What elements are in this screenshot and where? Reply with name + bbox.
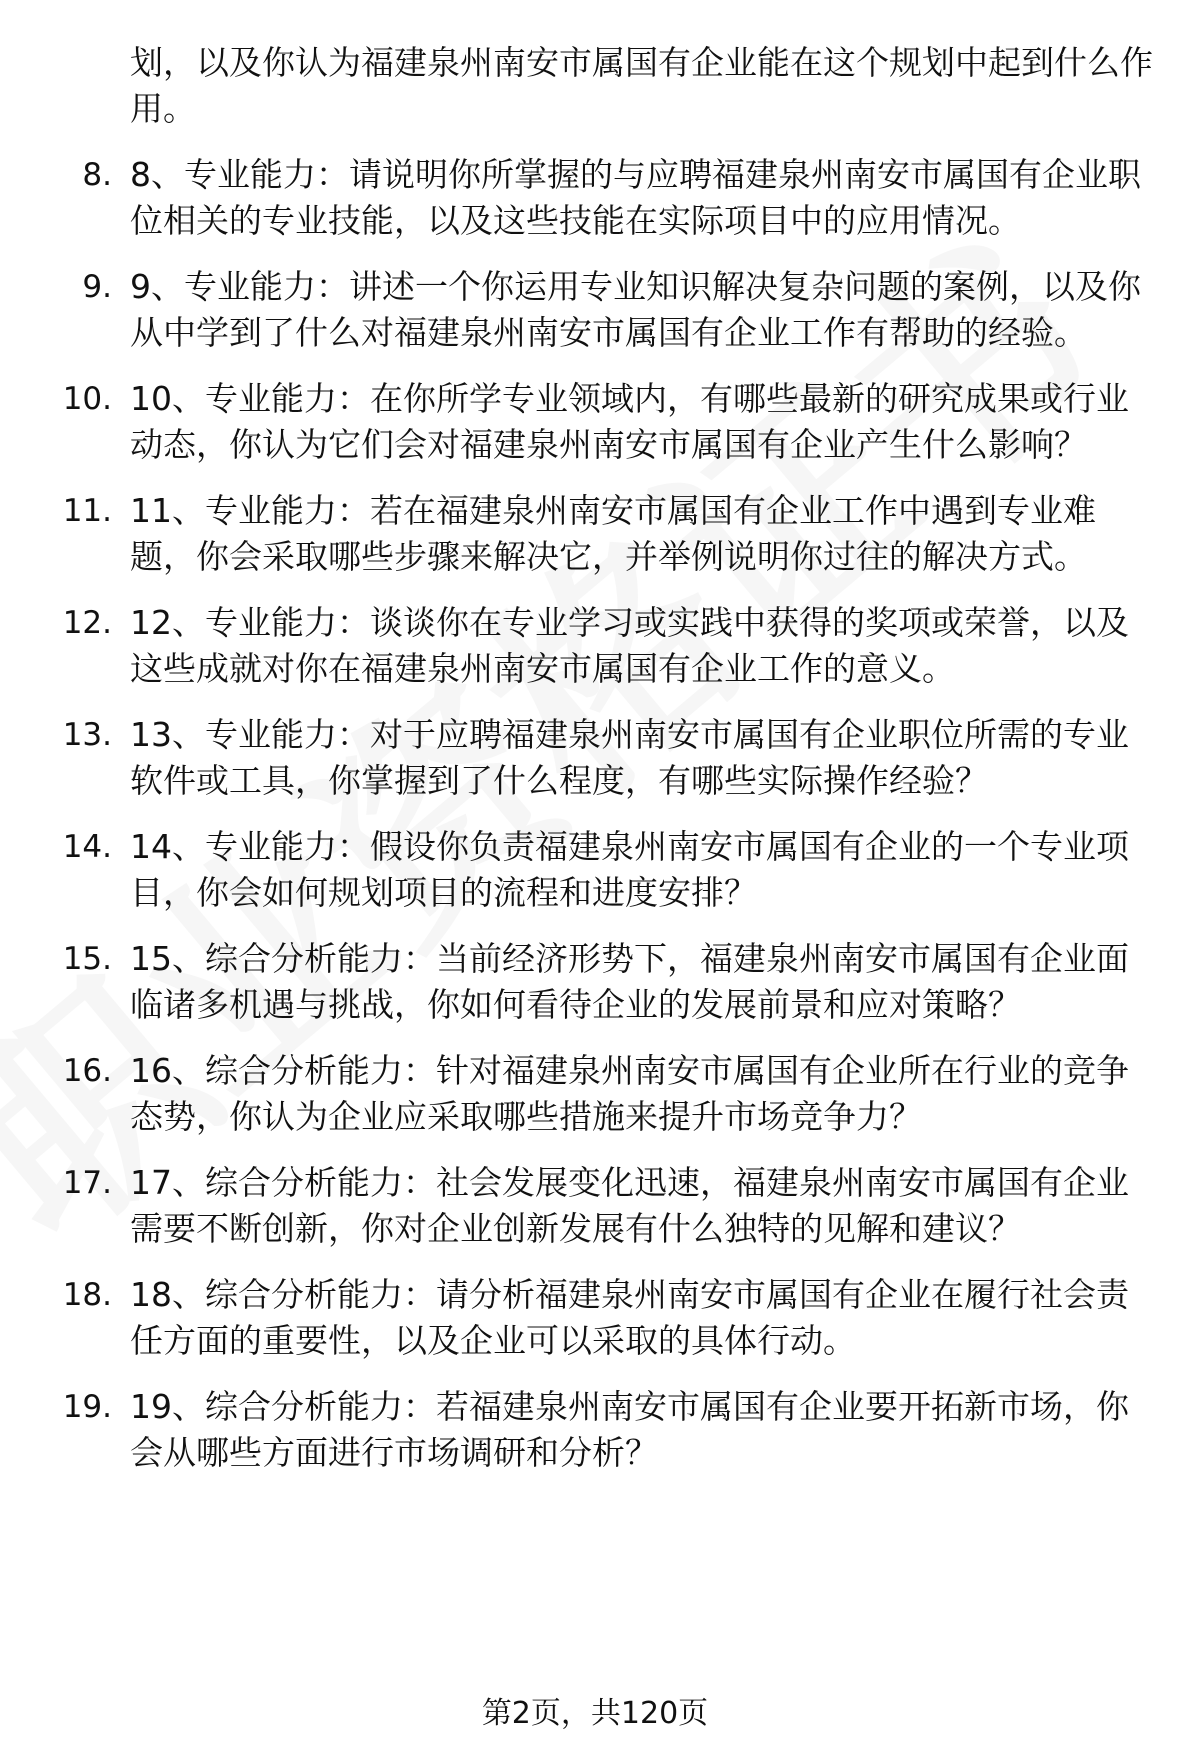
- item-text: 13、专业能力：对于应聘福建泉州南安市属国有企业职位所需的专业软件或工具，你掌握到了什么程度，有哪些实际操作经验？: [130, 715, 1129, 800]
- item-text: 9、专业能力：讲述一个你运用专业知识解决复杂问题的案例，以及你从中学到了什么对福建泉州南安市属国有企业工作有帮助的经验。: [130, 267, 1141, 352]
- item-number: 16.: [62, 1053, 112, 1089]
- item-number: 11.: [62, 493, 112, 529]
- list-item: [0, 152, 1190, 244]
- continuation-text: 划，以及你认为福建泉州南安市属国有企业能在这个规划中起到什么作用。: [130, 43, 1153, 128]
- list-item: [0, 1272, 1190, 1364]
- list-item: [0, 1160, 1190, 1252]
- list-item: [0, 1384, 1190, 1476]
- item-number: 15.: [62, 941, 112, 977]
- item-text: 12、专业能力：谈谈你在专业学习或实践中获得的奖项或荣誉，以及这些成就对你在福建泉州南安市属国有企业工作的意义。: [130, 603, 1129, 688]
- item-text: 15、综合分析能力：当前经济形势下，福建泉州南安市属国有企业面临诸多机遇与挑战，你如何看待企业的发展前景和应对策略？: [130, 939, 1129, 1024]
- item-number: 9.: [82, 269, 112, 305]
- item-number: 10.: [62, 381, 112, 417]
- list-item: [0, 600, 1190, 692]
- item-text: 17、综合分析能力：社会发展变化迅速，福建泉州南安市属国有企业需要不断创新，你对企业创新发展有什么独特的见解和建议？: [130, 1163, 1129, 1248]
- list-item: [0, 824, 1190, 916]
- list-item: [0, 376, 1190, 468]
- item-text: 14、专业能力：假设你负责福建泉州南安市属国有企业的一个专业项目，你会如何规划项目的流程和进度安排？: [130, 827, 1129, 912]
- list-item: [0, 488, 1190, 580]
- list-item: [0, 712, 1190, 804]
- item-text: 18、综合分析能力：请分析福建泉州南安市属国有企业在履行社会责任方面的重要性，以及企业可以采取的具体行动。: [130, 1275, 1129, 1360]
- item-text: 10、专业能力：在你所学专业领域内，有哪些最新的研究成果或行业动态，你认为它们会对福建泉州南安市属国有企业产生什么影响？: [130, 379, 1129, 464]
- item-number: 19.: [62, 1389, 112, 1425]
- item-number: 18.: [62, 1277, 112, 1313]
- list-item: [0, 264, 1190, 356]
- item-number: 14.: [62, 829, 112, 865]
- list-item: [0, 1048, 1190, 1140]
- item-number: 8.: [82, 157, 112, 193]
- document-body: [0, 40, 1190, 1496]
- item-number: 17.: [62, 1165, 112, 1201]
- question-list: [0, 152, 1190, 1476]
- item-number: 13.: [62, 717, 112, 753]
- item-text: 8、专业能力：请说明你所掌握的与应聘福建泉州南安市属国有企业职位相关的专业技能，以及这些技能在实际项目中的应用情况。: [130, 155, 1141, 240]
- item-text: 19、综合分析能力：若福建泉州南安市属国有企业要开拓新市场，你会从哪些方面进行市场调研和分析？: [130, 1387, 1129, 1472]
- item-text: 16、综合分析能力：针对福建泉州南安市属国有企业所在行业的竞争态势，你认为企业应采取哪些措施来提升市场竞争力？: [130, 1051, 1129, 1136]
- list-item: [0, 936, 1190, 1028]
- item-text: 11、专业能力：若在福建泉州南安市属国有企业工作中遇到专业难题，你会采取哪些步骤来解决它，并举例说明你过往的解决方式。: [130, 491, 1096, 576]
- page-number: 第2页，共120页: [481, 1696, 709, 1731]
- item-number: 12.: [62, 605, 112, 641]
